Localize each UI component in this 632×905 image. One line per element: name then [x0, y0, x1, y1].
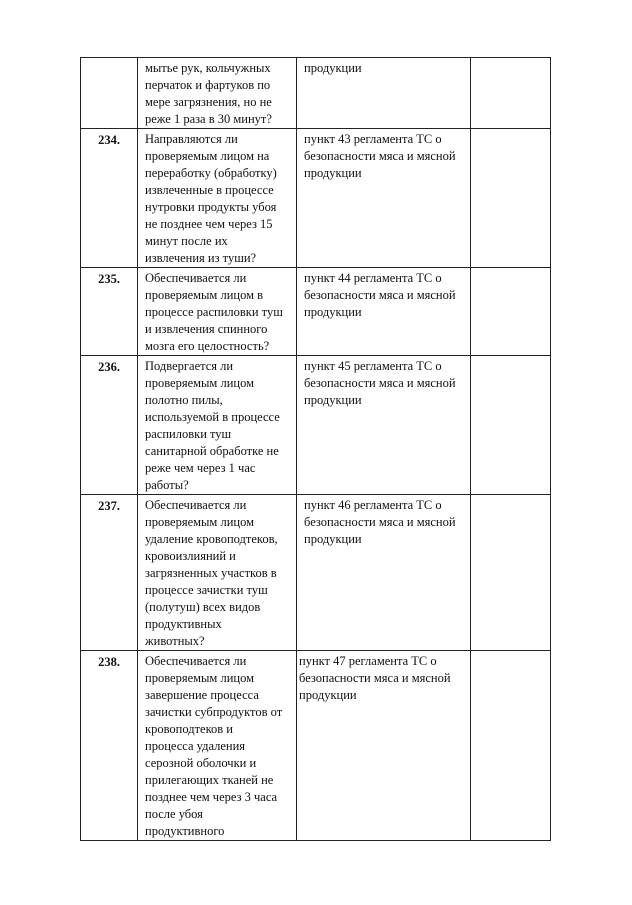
checklist-table: [80, 57, 551, 841]
note-cell: [471, 495, 551, 651]
table-row: [81, 268, 551, 356]
reference-cell: пункт 44 регламента ТС о безопасности мяса и мясной продукции: [297, 268, 471, 356]
table-row: [81, 356, 551, 495]
note-cell: [471, 268, 551, 356]
question-cell: Обеспечивается ли проверяемым лицом удаление кровоподтеков, кровоизлияний и загрязненных участков в процессе зачистки туш (полутуш) всех видов продуктивных животных?: [138, 495, 297, 651]
question-cell: Направляются ли проверяемым лицом на переработку (обработку) извлеченные в процессе нутровки продукты убоя не позднее чем через 15 минут после их извлечения из туши?: [138, 129, 297, 268]
note-cell: [471, 58, 551, 129]
question-cell: Обеспечивается ли проверяемым лицом завершение процесса зачистки субпродуктов от кровоподтеков и процесса удаления серозной оболочки и прилегающих тканей не позднее чем через 3 часа после убоя продуктивного: [138, 651, 297, 841]
note-cell: [471, 356, 551, 495]
reference-cell: пункт 47 регламента ТС о безопасности мяса и мясной продукции: [297, 651, 471, 841]
note-cell: [471, 129, 551, 268]
table-row: [81, 58, 551, 129]
reference-cell: пункт 46 регламента ТС о безопасности мяса и мясной продукции: [297, 495, 471, 651]
reference-cell: пункт 45 регламента ТС о безопасности мяса и мясной продукции: [297, 356, 471, 495]
row-number: 235.: [81, 268, 138, 356]
reference-cell: продукции: [297, 58, 471, 129]
row-number: 234.: [81, 129, 138, 268]
reference-cell: пункт 43 регламента ТС о безопасности мяса и мясной продукции: [297, 129, 471, 268]
question-cell: Подвергается ли проверяемым лицом полотно пилы, используемой в процессе распиловки туш санитарной обработке не реже чем через 1 час работы?: [138, 356, 297, 495]
table-row: [81, 495, 551, 651]
row-number: [81, 58, 138, 129]
row-number: 237.: [81, 495, 138, 651]
row-number: 236.: [81, 356, 138, 495]
table-row: [81, 129, 551, 268]
note-cell: [471, 651, 551, 841]
table-row: [81, 651, 551, 841]
question-cell: мытье рук, кольчужных перчаток и фартуков по мере загрязнения, но не реже 1 раза в 30 минут?: [138, 58, 297, 129]
question-cell: Обеспечивается ли проверяемым лицом в процессе распиловки туш и извлечения спинного мозга его целостность?: [138, 268, 297, 356]
row-number: 238.: [81, 651, 138, 841]
